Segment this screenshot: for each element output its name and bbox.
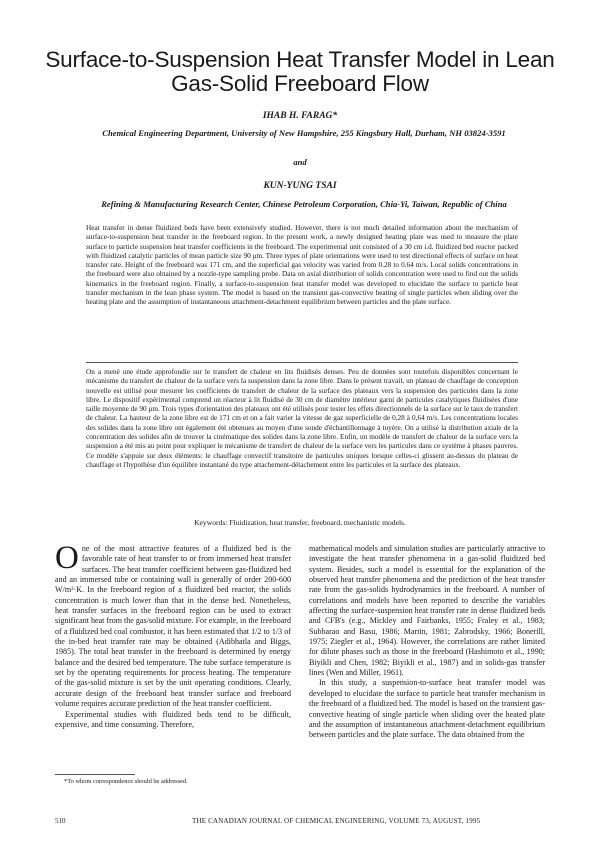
author-2-affiliation: Refining & Manufacturing Research Center, Chinese Petroleum Corporation, Chia-Yi, Taiwan, Republic of China: [101, 199, 507, 209]
body-right-column: [309, 544, 545, 741]
author-2-name: KUN-YUNG TSAI: [263, 181, 337, 191]
body-left-paragraph-2: Experimental studies with fluidized beds tend to be difficult, expensive, and time consuming. Therefore,: [55, 709, 291, 729]
body-right-paragraph-1: mathematical models and simulation studies are particularly attractive to investigate the heat transfer phenomena in a gas-solid fluidized bed system. Besides, such a model is essential for the explanation of the observed heat transfer phenomena and the prediction of the heat transfer rate from the gas-solids hydrodynamics in the freeboard. A number of correlations and models have been reported to describe the variables affecting the surface-suspension heat transfer rate in dense fluidized beds and CFB's (e.g., Mickley and Fairbanks, 1955; Fraley et al., 1983; Subbarao and Basu, 1986; Martin, 1981; Zabrodsky, 1966; Bonerill, 1975; Ziegler et al., 1964). However, the correlations are rather limited for dilute phases such as those in the freeboard (Hashimoto et al., 1990; Biyikli and Chen, 1982; Biyikli et al., 1987) and in solids-gas transfer lines (Wen and Miller, 1961).: [309, 544, 545, 678]
keywords: Keywords: Fluidization, heat transfer, freeboard, mechanistic models.: [194, 518, 406, 527]
abstract-french: On a mené une étude approfondie sur le transfert de chaleur en lits fluidisés denses. Peu de données sont toutefois disponibles concernant le mécanisme du transfert de chaleur de la surface vers la suspension dans la zone libre. Dans le présent travail, un plateau de chauffage de conception nouvelle est utilisé pour mesurer les coefficients de transfert de chaleur de la surface des plateaux vers la suspension des particules dans la zone libre. Le dispositif expérimental comprend un réacteur à lit fluidisé de 30 cm de diamètre intérieur garni de particules catalytiques fluidisées d'une taille moyenne de 90 μm. Trois types d'orientation des plateaux ont été utilisés pour tester les effets directionnels de la surface sur le taux de transfert de chaleur. La hauteur de la zone libre est de 171 cm et on a fait varier la vitesse de gaz superficielle de 0,28 à 0,64 m/s. Les concentrations locales des solides dans la zone libre ont également été obtenues au moyen d'une sonde d'échantillonnage à tuyère. On a utilisé la distribution axiale de la concentration des solides afin de trouver la cinématique des solides dans la zone libre. Enfin, un modèle de transfert de chaleur de la surface vers la suspension a été mis au point pour expliquer le mécanisme de transfert de chaleur de la surface vers les particules dans ce système à phases pauvres. Ce modèle s'appuie sur deux éléments: le chauffage convectif transitoire de particules uniques lorsque celles-ci glissent au-dessus du plateau de chauffage et l'hypothèse d'un équilibre instantané du type attachement-détachement entre les particules et la surface des plateaux.: [86, 368, 518, 469]
footnote: *To whom correspondence should be addressed.: [64, 778, 188, 785]
author-1-affiliation: Chemical Engineering Department, University of New Hampshire, 255 Kingsbury Hall, Durham, NH 03824-3591: [102, 128, 506, 138]
body-right-paragraph-2: In this study, a suspension-to-surface heat transfer model was developed to elucidate the surface to particle heat transfer mechanism in the freeboard of a fluidized bed. The model is based on the transient gas-convective heating of single particle when sliding over the heated plate and the assumption of instantaneous attachment-detachment equilibrium between particles and the plate surface. The data obtained from the: [309, 678, 545, 740]
page-number: 510: [55, 817, 66, 825]
body-left-paragraph-1: ne of the most attractive features of a fluidized bed is the favorable rate of heat transfer to or from immersed heat transfer surfaces. The heat transfer coefficient between gas-fluidized bed and an immersed tube or containing wall is generally of order 200-600 W/m²·K. In the freeboard region of a fluidized bed reactor, the solids concentration is much lower than that in the dense bed. Nonetheless, heat transfer surfaces in the freeboard region can be used to extract significant heat from the gas/solid mixture. For example, in the freeboard of a fluidized bed coal combustor, it has been estimated that 1/2 to 1/3 of the in-bed heat transfer rate may be obtained (Adibhatla and Biggs, 1985). The total heat transfer in the freeboard is determined by energy balance and the desired bed temperature. The tube surface temperature is set by the operating requirements for process heating. The temperature of the gas-solid mixture is set by the unit operating conditions. Clearly, accurate design of the freeboard heat transfer surface and freeboard volume requires accurate prediction of the heat transfer coefficient.: [55, 544, 291, 709]
footnote-divider: [55, 774, 135, 775]
abstract-english: Heat transfer in dense fluidized beds have been extensively studied. However, there is not much detailed information about the mechanism of surface-to-suspension heat transfer in the freeboard region. In the present work, a newly designed heating plate was used to measure the plate surface to particle suspension heat transfer coefficients in the freeboard. The experimental unit consisted of a 30 cm i.d. fluidized bed reactor packed with fluidized catalytic particles of mean particle size 90 μm. Three types of plate orientations were used to test directional effects of surface on heat transfer rate. Height of the freeboard was 171 cm, and the superficial gas velocity was varied from 0.28 to 0.64 m/s. Local solids concentrations in the freeboard were also obtained by a nozzle-type sampling probe. Data on axial distribution of solids concentration were used to find out the solids kinematics in the freeboard region. Finally, a surface-to-suspension heat transfer model was developed to elucidate the surface to particle heat transfer mechanism in the lean phase system. The model is based on the transient gas-convective heating of single particles when sliding over the heating plate and the assumption of instantaneous attachment-detachment equilibrium between particles and the plate surface.: [86, 224, 518, 307]
body-left-column: [55, 540, 291, 730]
and-separator: and: [293, 157, 307, 167]
drop-cap: O: [55, 540, 79, 576]
paper-title: Surface-to-Suspension Heat Transfer Model in Lean Gas-Solid Freeboard Flow: [45, 47, 555, 96]
journal-running-footer: THE CANADIAN JOURNAL OF CHEMICAL ENGINEERING, VOLUME 73, AUGUST, 1995: [192, 817, 481, 825]
abstract-divider: [86, 362, 518, 363]
author-1-name: IHAB H. FARAG*: [262, 111, 338, 121]
